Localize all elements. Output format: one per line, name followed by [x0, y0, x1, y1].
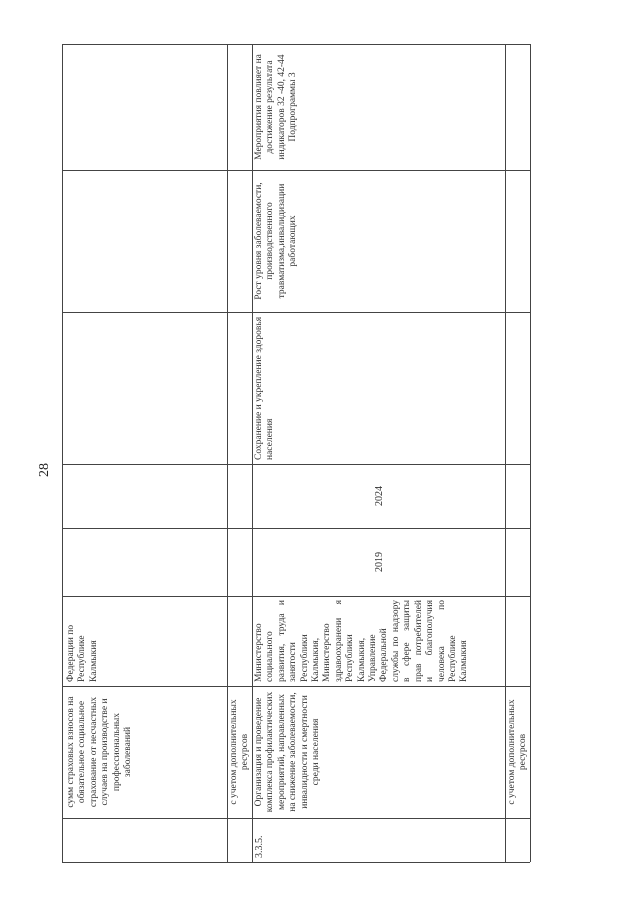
cell-year-end-335: 2024 [374, 486, 385, 506]
cell-executor-335: Министерство социального развития, труда и занятости Республики Калмыкия, Министерство здравоохранени я Республики Калмыкия, Управление Федеральной службы по надзору в сфере защиты прав потребителей и благополучия человека по Республике Калмыкия [254, 600, 470, 682]
cell-name-prev: сумм страховых взносов на обязательное социальное страхование от несчастных случаев на производстве и профессиональных заболеваний [66, 696, 134, 808]
program-table [62, 44, 530, 862]
cell-impact-335: Рост уровня заболеваемости, производственного травматизма,инвалидизации работающих [254, 182, 299, 300]
cell-extra2-name: с учетом дополнительных ресурсов [507, 699, 529, 805]
cell-result-335: Сохранение и укрепление здоровья населения [254, 316, 276, 460]
cell-name-335: Организация и проведение комплекса профилактических мероприятий, направленных на снижение заболеваемости, инвалидности и смертности среди населения [254, 691, 322, 813]
cell-year-start-335: 2019 [374, 552, 385, 572]
cell-executor-prev: Федерации по Республике Калмыкия [66, 624, 99, 682]
cell-extra1-name: с учетом дополнительных ресурсов [229, 699, 251, 805]
page-number: 28 [37, 463, 52, 477]
table-border-right [530, 44, 531, 862]
table-border-bottom [62, 862, 530, 863]
cell-num-335: 3.3.5. [254, 835, 265, 858]
cell-link-335: Мероприятия повлияет на достижение результата индикаторов 32 -40, 42-44 Подпрограммы 3 [254, 54, 299, 160]
